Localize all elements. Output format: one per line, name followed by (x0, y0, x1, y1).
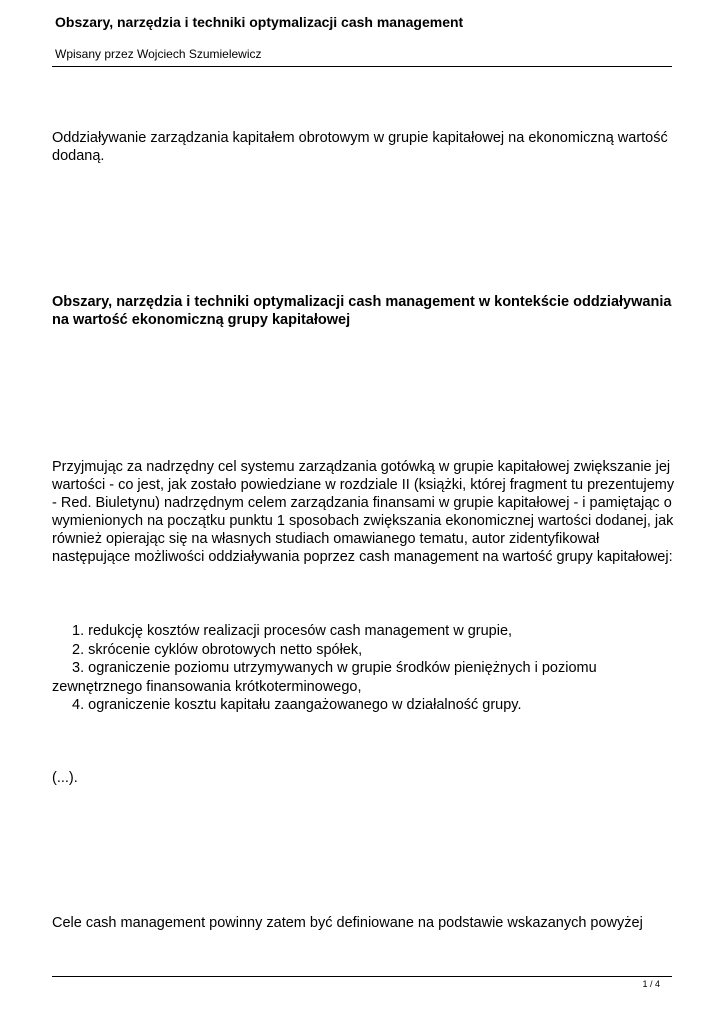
footer-divider (52, 976, 672, 977)
list-number: 4. (72, 697, 85, 713)
list-item (52, 622, 676, 641)
list-item-continuation: zewnętrznego finansowania krótkoterminowego, (52, 678, 362, 695)
author-line: Wpisany przez Wojciech Szumielewicz (55, 47, 262, 61)
list-text: skrócenie cyklów obrotowych netto spółek, (88, 641, 363, 658)
list-number: 1. (72, 623, 85, 639)
intro-paragraph: Oddziaływanie zarządzania kapitałem obrotowym w grupie kapitałowej na ekonomiczną wartość dodaną. (52, 130, 668, 164)
list-text: ograniczenie kosztu kapitału zaangażowanego w działalność grupy. (88, 697, 522, 713)
closing-paragraph: Cele cash management powinny zatem być definiowane na podstawie wskazanych powyżej (52, 915, 643, 931)
body-paragraph: Przyjmując za nadrzędny cel systemu zarządzania gotówką w grupie kapitałowej zwiększanie jej wartości - co jest, jak zostało powiedziane w rozdziale II (książki, której fragment tu prezentujemy - Red. Biuletynu) nadrzędnym celem zarządzania finansami w grupie kapitałowej - i pamiętając o wymienionych na początku punktu 1 sposobach zwiększania ekonomicznej wartości dodanej, jak również opierając się na własnych studiach omawianego tematu, autor zidentyfikował następujące możliwości oddziaływania poprzez cash management na wartość grupy kapitałowej: (52, 459, 675, 565)
list-text: redukcję kosztów realizacji procesów cash management w grupie, (88, 623, 513, 639)
page-number: 1 / 4 (642, 979, 660, 989)
list-item (52, 659, 676, 678)
list-number: 3. (72, 660, 85, 676)
list-item (52, 641, 676, 660)
list-number: 2. (72, 641, 85, 658)
list-item (52, 696, 676, 715)
list-text: ograniczenie poziomu utrzymywanych w grupie środków pieniężnych i poziomu (88, 660, 597, 676)
section-heading: Obszary, narzędzia i techniki optymalizacji cash management w kontekście oddziaływania na wartość ekonomiczną grupy kapitałowej (52, 294, 672, 328)
numbered-list (52, 622, 676, 715)
document-title: Obszary, narzędzia i techniki optymalizacji cash management (55, 14, 464, 30)
ellipsis-text: (...). (52, 770, 78, 786)
header-divider (52, 66, 672, 67)
